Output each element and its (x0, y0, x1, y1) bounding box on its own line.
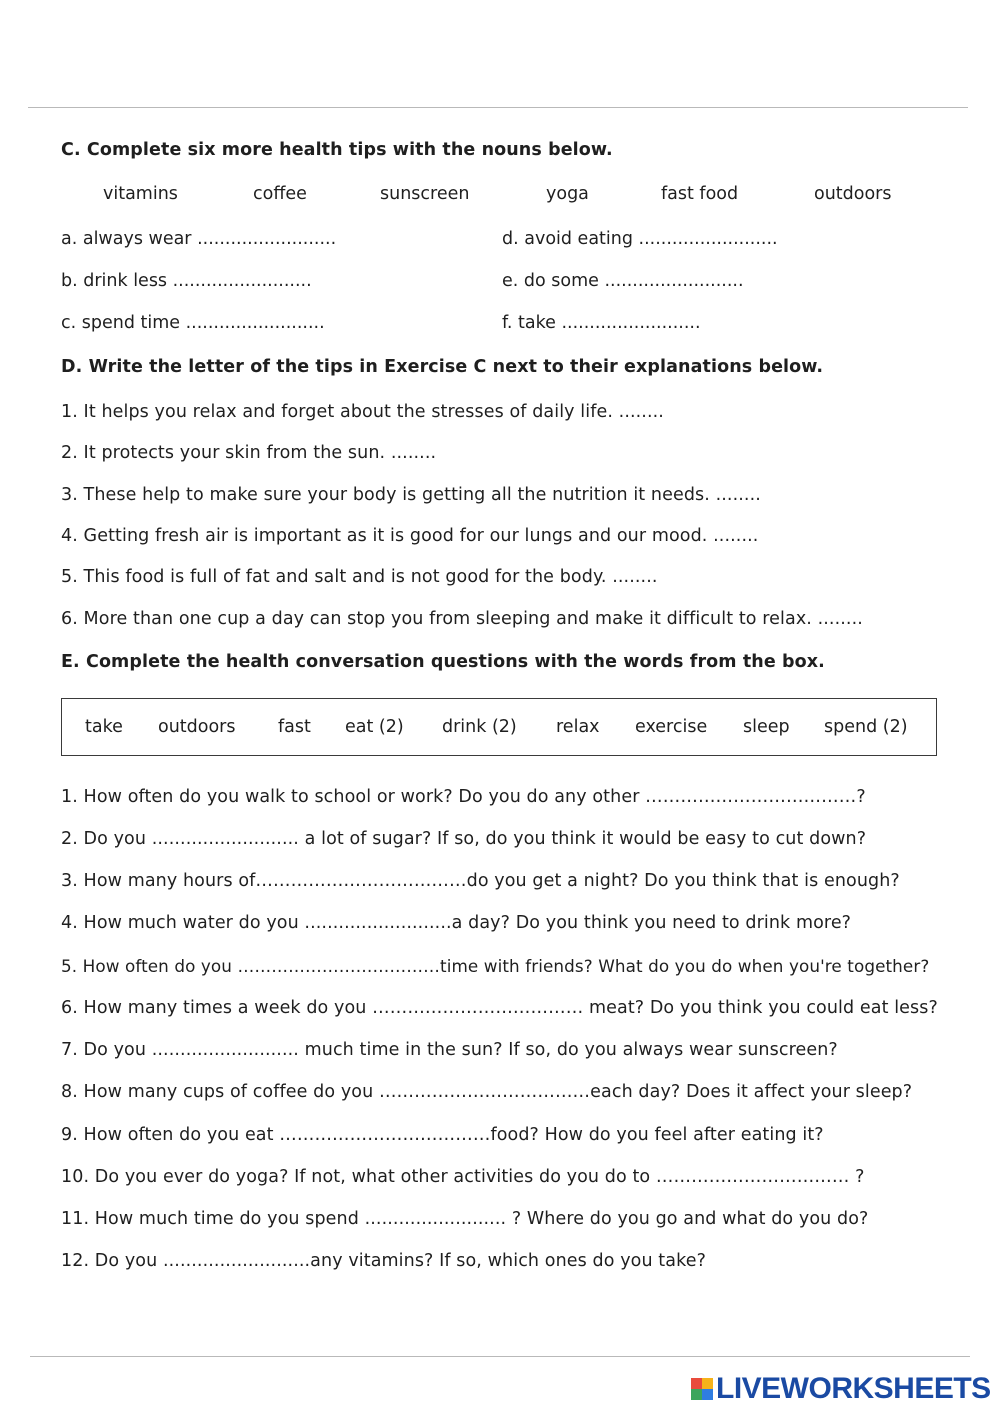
question-item[interactable]: 12. Do you ..........................any vitamins? If so, which ones do you take? (61, 1251, 706, 1271)
tip-d[interactable]: d. avoid eating ......................... (502, 229, 778, 249)
tip-f[interactable]: f. take ......................... (502, 313, 701, 333)
liveworksheets-logo-icon (691, 1378, 713, 1400)
noun-sunscreen: sunscreen (380, 184, 470, 204)
explanation-item[interactable]: 2. It protects your skin from the sun. ........ (61, 443, 437, 463)
question-item[interactable]: 4. How much water do you ..........................a day? Do you think you need to drink more? (61, 913, 852, 933)
question-item[interactable]: 11. How much time do you spend ......................... ? Where do you go and what do you do? (61, 1209, 869, 1229)
explanation-item[interactable]: 1. It helps you relax and forget about the stresses of daily life. ........ (61, 402, 664, 422)
liveworksheets-logo (691, 1374, 991, 1404)
top-divider (28, 107, 968, 108)
word-box (61, 698, 937, 756)
question-item[interactable]: 6. How many times a week do you ……………………………… meat? Do you think you could eat less? (61, 998, 938, 1018)
question-item[interactable]: 8. How many cups of coffee do you ………………………………each day? Does it affect your sleep? (61, 1082, 913, 1102)
tip-e[interactable]: e. do some ......................... (502, 271, 744, 291)
question-item[interactable]: 1. How often do you walk to school or work? Do you do any other ………………………………? (61, 787, 866, 807)
noun-outdoors: outdoors (814, 184, 892, 204)
question-item[interactable]: 9. How often do you eat ………………………………food? How do you feel after eating it? (61, 1125, 824, 1145)
box-word-drink: drink (2) (442, 717, 517, 737)
section-e-heading: E. Complete the health conversation questions with the words from the box. (61, 652, 825, 672)
tip-b[interactable]: b. drink less ......................... (61, 271, 312, 291)
box-word-take: take (85, 717, 123, 737)
box-word-eat: eat (2) (345, 717, 404, 737)
explanation-item[interactable]: 6. More than one cup a day can stop you from sleeping and make it difficult to relax. ........ (61, 609, 863, 629)
noun-coffee: coffee (253, 184, 307, 204)
box-word-fast: fast (278, 717, 311, 737)
question-item[interactable]: 7. Do you .......................... much time in the sun? If so, do you always wear sunscreen? (61, 1040, 838, 1060)
noun-fast-food: fast food (661, 184, 739, 204)
box-word-spend: spend (2) (824, 717, 908, 737)
explanation-item[interactable]: 3. These help to make sure your body is getting all the nutrition it needs. ........ (61, 485, 761, 505)
section-c-heading: C. Complete six more health tips with the nouns below. (61, 140, 613, 160)
tip-c[interactable]: c. spend time ......................... (61, 313, 325, 333)
explanation-item[interactable]: 5. This food is full of fat and salt and is not good for the body. ........ (61, 567, 658, 587)
box-word-relax: relax (556, 717, 600, 737)
question-item[interactable]: 2. Do you .......................... a lot of sugar? If so, do you think it would be easy to cut down? (61, 829, 867, 849)
explanation-item[interactable]: 4. Getting fresh air is important as it is good for our lungs and our mood. ........ (61, 526, 759, 546)
logo-text: LIVEWORKSHEETS (716, 1372, 991, 1405)
box-word-exercise: exercise (635, 717, 708, 737)
question-item[interactable]: 5. How often do you ………………………………time with friends? What do you do when you're together? (61, 956, 930, 976)
bottom-divider (30, 1356, 970, 1357)
box-word-outdoors: outdoors (158, 717, 236, 737)
noun-yoga: yoga (546, 184, 589, 204)
box-word-sleep: sleep (743, 717, 790, 737)
question-item[interactable]: 3. How many hours of………………………………do you get a night? Do you think that is enough? (61, 871, 900, 891)
section-d-heading: D. Write the letter of the tips in Exercise C next to their explanations below. (61, 357, 824, 377)
noun-vitamins: vitamins (103, 184, 178, 204)
question-item[interactable]: 10. Do you ever do yoga? If not, what other activities do you do to …………………………… ? (61, 1167, 865, 1187)
tip-a[interactable]: a. always wear ......................... (61, 229, 337, 249)
